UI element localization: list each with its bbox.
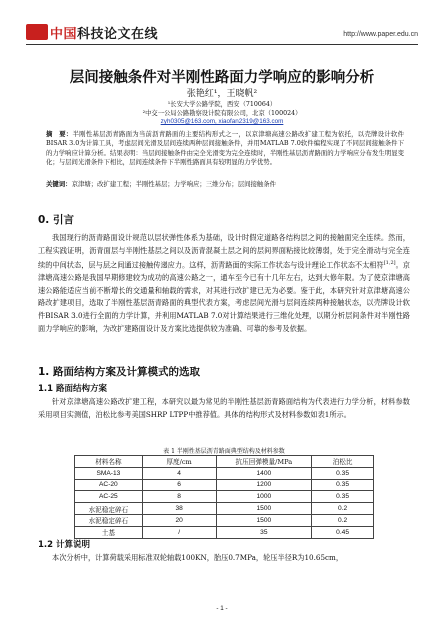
- table-cell: 0.2: [312, 503, 374, 515]
- table-header-cell: 材料名称: [75, 456, 143, 468]
- subsection-heading-1-2: 1.2 计算说明: [38, 540, 91, 550]
- affiliation-2: ²中交一公局公路勘察设计院有限公司，北京（100024）: [142, 110, 302, 117]
- table-row: [75, 467, 374, 479]
- table-cell: SMA-13: [75, 467, 143, 479]
- table-header-cell: 抗压回弹模量/MPa: [216, 456, 312, 468]
- table-cell: /: [142, 526, 216, 538]
- table-header-cell: 厚度/cm: [142, 456, 216, 468]
- table-row: [75, 526, 374, 538]
- header-divider: [26, 44, 418, 45]
- site-url[interactable]: http://www.paper.edu.cn: [343, 31, 418, 38]
- table-cell: 1200: [216, 479, 312, 491]
- abstract-text: 半刚性基层沥青路面为当前沥青路面的主要结构形式之一，以京津塘高速公路改扩建工程为依托，以壳牌设计软件BISAR 3.0为计算工具，考虑层间光滑及层间连续两种层间接触条件，并用MATLAB 7.0软件编程实现了不同层间接触条件下的力学响应计算分析。结果表明：当层间接触条件由完全光滑变为完全连续时，半刚性基层沥青路面的力学响应分布发生明显变化；与层间光滑条件下相比，层间连续条件下半刚性路面具有较明显的力学优势。: [46, 130, 405, 167]
- page-header: [26, 22, 418, 44]
- table-cell: 水泥稳定碎石: [75, 514, 143, 526]
- subsection-heading-1-1: 1.1 路面结构方案: [38, 384, 108, 394]
- structure-paragraph: 针对京津塘高速公路改扩建工程，本研究以最为常见的半刚性基层沥青路面结构为代表进行力学分析，材料参数采用项目实测值，泊松比参考美国SHRP LTPP中推荐值。具体的结构形式及材料参数如表1所示。: [38, 397, 410, 419]
- table-cell: 水泥稳定碎石: [75, 503, 143, 515]
- keywords-label: 关键词：: [46, 180, 72, 188]
- page-number: - 1 -: [216, 605, 228, 612]
- table-cell: 8: [142, 491, 216, 503]
- table-cell: 1500: [216, 503, 312, 515]
- table-cell: 1500: [216, 514, 312, 526]
- paper-title: 层间接触条件对半刚性路面力学响应的影响分析: [69, 70, 375, 86]
- table-cell: 0.35: [312, 491, 374, 503]
- table-cell: 0.45: [312, 526, 374, 538]
- table-row: [75, 479, 374, 491]
- intro-paragraph: [38, 232, 410, 335]
- table-cell: 1400: [216, 467, 312, 479]
- table-cell: 38: [142, 503, 216, 515]
- table-cell: 4: [142, 467, 216, 479]
- table-cell: AC-20: [75, 479, 143, 491]
- table-cell: 0.2: [312, 514, 374, 526]
- section-heading-intro: 0. 引言: [38, 214, 74, 226]
- table-cell: 35: [216, 526, 312, 538]
- table-caption: 表 1 半刚性基层沥青路面典型结构及材料参数: [163, 448, 285, 455]
- logo-black-text: 科技论文在线: [77, 27, 159, 42]
- table-header-row: [75, 456, 374, 468]
- author-emails[interactable]: zyh0305@163.com, xiaofan2319@163.com: [160, 118, 284, 125]
- calculation-paragraph: 本次分析中，计算荷载采用标准双轮轴载100KN，胎压0.7MPa，轮压半径R为10.65cm，: [52, 553, 344, 562]
- intro-text-tail: 。京津塘高速公路是我国早期修建较为成功的高速公路之一，通车至今已有十几年左右，达到大修年限。为了使京津塘高速公路能适应当前不断增长的交通量和轴载的需求，对其进行改扩建已无为必要。鉴于此，本研究针对京津塘高速公路改扩建项目，选取了半刚性基层沥青路面的典型代表方案，考虑层间光滑与层间连续两种接触状态，以壳牌设计软件BISAR 3.0进行全面的力学计算，并利用MATLAB 7.0对计算结果进行三维化处理，以期分析层间条件对半刚性路面力学响应的影响，为改扩建路面设计及方案比选提供较为准确、可靠的参考及依据。: [38, 260, 410, 333]
- table-row: [75, 514, 374, 526]
- section-heading-1: 1. 路面结构方案及计算模式的选取: [38, 366, 200, 378]
- material-table: [74, 455, 374, 539]
- authors: 张艳红¹，王晓帆²: [186, 89, 258, 99]
- abstract: [46, 130, 404, 168]
- abstract-label: 摘 要：: [46, 130, 73, 138]
- table-cell: 土基: [75, 526, 143, 538]
- logo-icon: [26, 24, 48, 40]
- table-cell: AC-25: [75, 491, 143, 503]
- table-cell: 20: [142, 514, 216, 526]
- table-cell: 0.35: [312, 479, 374, 491]
- table-cell: 0.35: [312, 467, 374, 479]
- table-header-cell: 泊松比: [312, 456, 374, 468]
- table-cell: 6: [142, 479, 216, 491]
- affiliation-1: ¹长安大学公路学院，西安（710064）: [167, 101, 277, 108]
- logo-red-text: 中国: [50, 27, 78, 42]
- table-row: [75, 491, 374, 503]
- intro-text: 我国现行的沥青路面设计规范以层状弹性体系为基础，设计时假定道路各结构层之间的接触面完全连续。然而，工程实践证明，沥青面层与半刚性基层之间以及沥青混凝土层之间的层间界面粘接比较薄弱，处于完全滑动与完全连续的中间状态，层与层之间通过接触传递应力。这样，沥青路面的实际工作状态与设计理论工作状态不太相符: [38, 233, 410, 270]
- site-logo[interactable]: [50, 23, 158, 42]
- keywords: [46, 180, 404, 189]
- citation-ref[interactable]: [1,2]: [383, 260, 396, 267]
- keywords-text: 京津塘；改扩建工程；半刚性基层；力学响应；三维分布；层间接触条件: [71, 180, 277, 188]
- table-row: [75, 503, 374, 515]
- table-cell: 1000: [216, 491, 312, 503]
